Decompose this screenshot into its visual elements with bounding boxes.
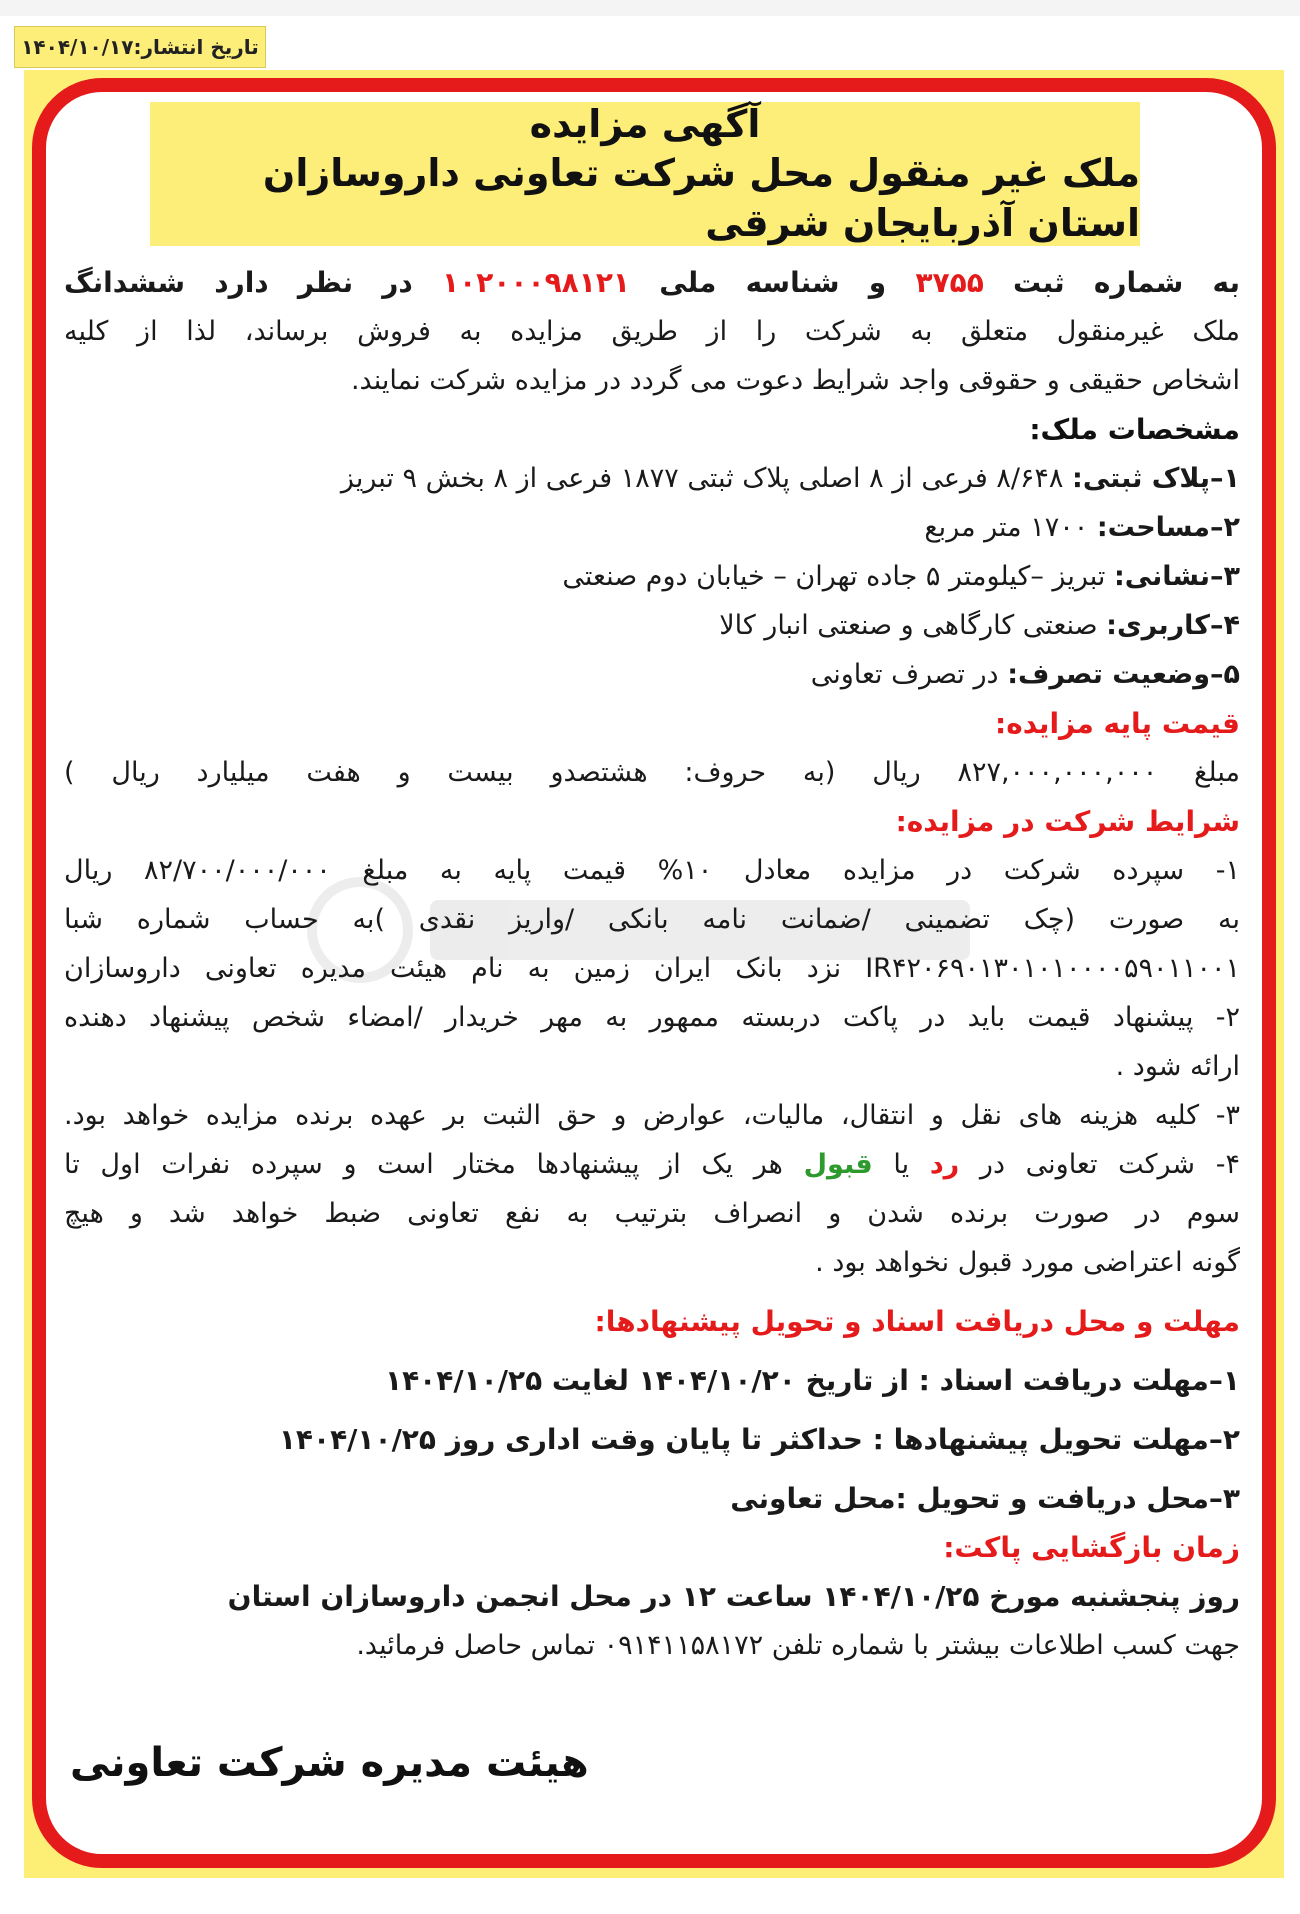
condition-3: ۳- کلیه هزینه های نقل و انتقال، مالیات، عوارض و حق الثبت بر عهده برنده مزایده خواهد بود. xyxy=(64,1100,1240,1131)
intro-line-3: اشخاص حقیقی و حقوقی واجد شرایط دعوت می گردد در مزایده شرکت نمایند. xyxy=(350,365,1240,396)
registration-number: ۳۷۵۵ xyxy=(915,266,984,299)
condition-2-line-2: ارائه شود . xyxy=(1115,1051,1240,1082)
property-item-3 xyxy=(64,552,1240,601)
base-price-heading: قیمت پایه مزایده: xyxy=(995,707,1240,740)
condition-4-line-1 xyxy=(64,1140,1240,1189)
notice-subtitle: ملک غیر منقول محل شرکت تعاونی داروسازان استان آذربایجان شرقی xyxy=(262,151,1140,245)
property-item-2 xyxy=(64,503,1240,552)
signature xyxy=(70,1740,590,1800)
property-item-5 xyxy=(64,650,1240,699)
condition-1-line-1: ۱- سپرده شرکت در مزایده معادل ۱۰% قیمت پایه به مبلغ ۸۲/۷۰۰/۰۰۰/۰۰۰ ریال xyxy=(64,855,1240,886)
deadline-3: ۳–محل دریافت و تحویل :محل تعاونی xyxy=(730,1482,1240,1515)
property-item-value: تبریز –کیلومتر ۵ جاده تهران – خیابان دوم صنعتی xyxy=(562,561,1106,592)
notice-title: آگهی مزایده xyxy=(529,101,761,146)
condition-4-text-b: هر یک از پیشنهادها مختار است و سپرده نفرات اول تا xyxy=(64,1149,783,1180)
deadlines-heading: مهلت و محل دریافت اسناد و تحویل پیشنهادها: xyxy=(594,1305,1240,1338)
property-item-label: ۴–کاربری: xyxy=(1106,610,1240,641)
intro-text-c: در نظر دارد ششدانگ xyxy=(64,266,413,299)
national-id: ۱۰۲۰۰۰۹۸۱۲۱ xyxy=(442,266,631,299)
publish-date-box xyxy=(14,26,266,68)
property-item-value: در تصرف تعاونی xyxy=(810,659,999,690)
condition-4-line-2: سوم در صورت برنده شدن و انصراف بترتیب به نفع تعاونی ضبط خواهد شد و هیچ xyxy=(64,1198,1240,1229)
property-item-1 xyxy=(64,454,1240,503)
intro-line-2: ملک غیرمنقول متعلق به شرکت را از طریق مزایده به فروش برساند، لذا از کلیه xyxy=(64,316,1240,347)
condition-4-line-3: گونه اعتراضی مورد قبول نخواهد بود . xyxy=(815,1247,1240,1278)
or-word: یا xyxy=(893,1149,910,1180)
property-item-label: ۳–نشانی: xyxy=(1114,561,1240,592)
conditions-heading: شرایط شرکت در مزایده: xyxy=(895,805,1240,838)
title-box xyxy=(150,102,1140,246)
page-top-strip xyxy=(0,0,1300,16)
property-item-value: ۱۷۰۰ متر مربع xyxy=(924,512,1089,543)
property-item-value: ۸/۶۴۸ فرعی از ۸ اصلی پلاک ثبتی ۱۸۷۷ فرعی از ۸ بخش ۹ تبریز xyxy=(340,463,1064,494)
publish-date-label: تاریخ انتشار: xyxy=(133,35,259,59)
deadline-2: ۲–مهلت تحویل پیشنهادها : حداکثر تا پایان وقت اداری روز ۱۴۰۴/۱۰/۲۵ xyxy=(278,1423,1240,1456)
deadline-1: ۱–مهلت دریافت اسناد : از تاریخ ۱۴۰۴/۱۰/۲۰ لغایت ۱۴۰۴/۱۰/۲۵ xyxy=(385,1364,1240,1397)
contact-text: جهت کسب اطلاعات بیشتر با شماره تلفن ۰۹۱۴۱۱۵۸۱۷۲ تماس حاصل فرمائید. xyxy=(356,1630,1240,1661)
condition-1-line-3: IR۴۲۰۶۹۰۱۳۰۱۰۱۰۰۰۰۵۹۰۱۱۰۰۱ نزد بانک ایران زمین به نام هیئت مدیره تعاونی داروسازان xyxy=(64,953,1240,984)
property-item-label: ۱–پلاک ثبتی: xyxy=(1072,463,1240,494)
accept-word: قبول xyxy=(803,1149,873,1180)
property-heading: مشخصات ملک: xyxy=(1029,413,1240,446)
notice-body xyxy=(64,258,1240,1670)
condition-2-line-1: ۲- پیشنهاد قیمت باید در پاکت دربسته ممهور به مهر خریدار /امضاء شخص پیشنهاد دهنده xyxy=(64,1002,1240,1033)
intro-text-a: به شماره ثبت xyxy=(1013,266,1241,299)
publish-date-value: ۱۴۰۴/۱۰/۱۷ xyxy=(21,35,134,59)
property-item-4 xyxy=(64,601,1240,650)
base-price-text: مبلغ ۸۲۷,۰۰۰,۰۰۰,۰۰۰ ریال (به حروف: هشتصدو بیست و هفت میلیارد ریال ) xyxy=(64,757,1240,788)
reject-word: رد xyxy=(929,1149,960,1180)
opening-heading: زمان بازگشایی پاکت: xyxy=(943,1531,1240,1564)
property-item-value: صنعتی کارگاهی و صنعتی انبار کالا xyxy=(719,610,1098,641)
opening-text: روز پنجشنبه مورخ ۱۴۰۴/۱۰/۲۵ ساعت ۱۲ در محل انجمن داروسازان استان xyxy=(227,1580,1240,1613)
signature-text: هیئت مدیره شرکت تعاونی xyxy=(70,1740,589,1786)
condition-1-line-2: به صورت (چک تضمینی /ضمانت نامه بانکی /واریز نقدی )به حساب شماره شبا xyxy=(64,904,1240,935)
intro-line-1 xyxy=(64,258,1240,307)
intro-text-b: و شناسه ملی xyxy=(659,266,887,299)
condition-4-text-a: ۴- شرکت تعاونی در xyxy=(979,1149,1240,1180)
property-item-label: ۲–مساحت: xyxy=(1096,512,1240,543)
property-item-label: ۵–وضعیت تصرف: xyxy=(1007,659,1240,690)
